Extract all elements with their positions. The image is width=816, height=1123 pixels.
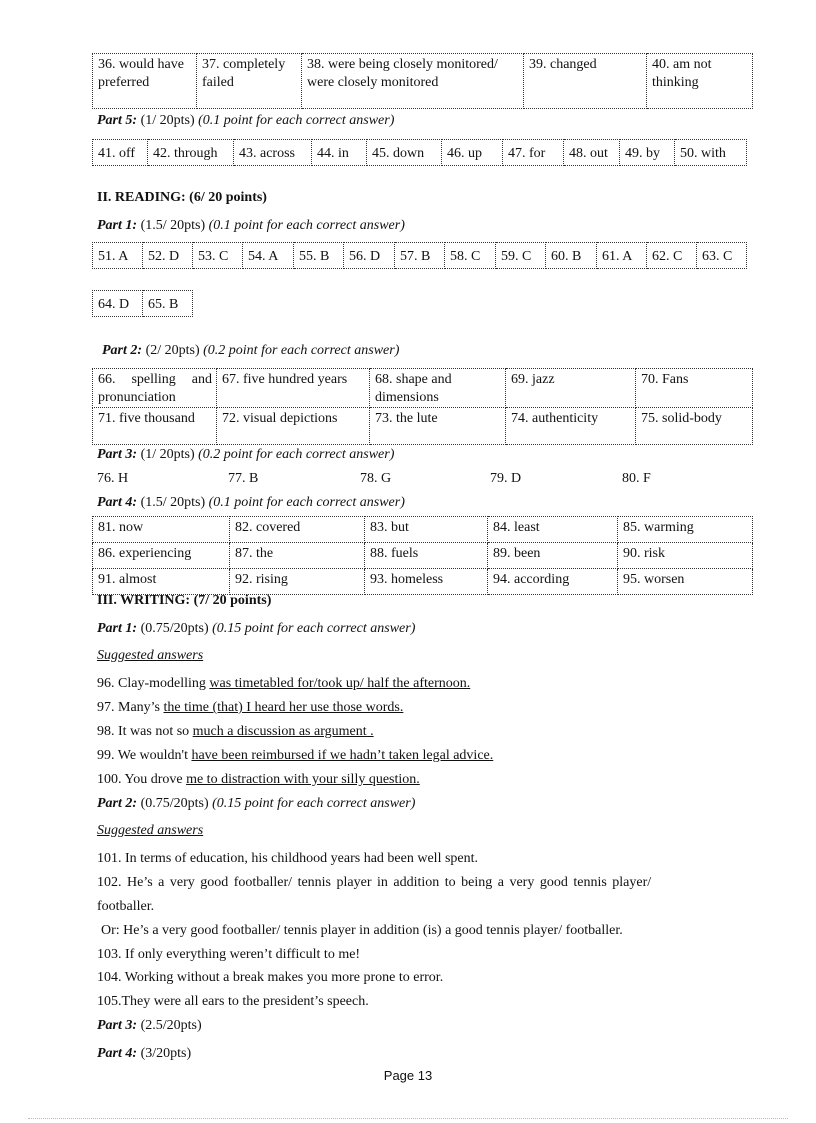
sentence-answer: the time (that) I heard her use those words.	[163, 700, 404, 715]
table-row	[93, 408, 753, 445]
writing-answer-98: 98. It was not so much a discussion as argument .	[97, 724, 374, 739]
answer-cell: 42. through	[148, 140, 234, 166]
answer-cell: 46. up	[442, 140, 503, 166]
answer-cell: 87. the	[230, 543, 365, 569]
answer-cell: 92. rising	[230, 569, 365, 595]
phrasal-verb-answers-41-50	[92, 139, 747, 166]
answer-cell: 60. B	[546, 243, 597, 269]
answer-cell: 73. the lute	[370, 408, 506, 445]
answer-cell: 66. spelling and pronunciation	[93, 369, 217, 408]
answer-cell: 44. in	[312, 140, 367, 166]
answer-cell: 61. A	[597, 243, 647, 269]
answer-cell: 37. completely failed	[197, 54, 302, 109]
part-title: Part 3:	[97, 447, 138, 462]
answer-cell: 51. A	[93, 243, 143, 269]
part-note: (0.15 point for each correct answer)	[212, 796, 416, 811]
answer-cell: 81. now	[93, 517, 230, 543]
answer-cell: 54. A	[243, 243, 294, 269]
writing-answer-101: 101. In terms of education, his childhood years had been well spent.	[97, 851, 479, 866]
table-row	[93, 243, 747, 269]
writing-answer-96	[97, 675, 470, 693]
writing-answer-97	[97, 699, 403, 717]
reading-part2-heading	[102, 342, 399, 360]
part-score: (2/ 20pts)	[142, 343, 204, 358]
table-row	[93, 369, 753, 408]
writing-part2-heading	[97, 795, 415, 813]
answer-cell: 86. experiencing	[93, 543, 230, 569]
reading-part3-answer: 78. G	[360, 471, 392, 486]
writing-answer-102: 102. He’s a very good footballer/ tennis player in addition to being a very good tennis player/	[97, 875, 652, 890]
answer-cell: 55. B	[294, 243, 344, 269]
answer-cell: 90. risk	[618, 543, 753, 569]
sentence-answer: was timetabled for/took up/ half the afternoon.	[209, 676, 471, 691]
part-note: (0.1 point for each correct answer)	[198, 113, 395, 128]
part-note: (0.15 point for each correct answer)	[212, 621, 416, 636]
reading-part4-heading	[97, 494, 405, 512]
part-score: (0.75/20pts)	[137, 621, 213, 636]
answer-cell: 65. B	[143, 291, 193, 317]
answer-cell: 69. jazz	[506, 369, 636, 408]
table-row	[93, 54, 753, 109]
part-title: Part 4:	[97, 1046, 138, 1061]
answer-cell: 39. changed	[524, 54, 647, 109]
answer-cell: 68. shape and dimensions	[370, 369, 506, 408]
part-title: Part 2:	[102, 343, 143, 358]
reading-part3-answer: 76. H	[97, 471, 129, 486]
answer-cell: 38. were being closely monitored/ were closely monitored	[302, 54, 524, 109]
writing-answer-99	[97, 747, 493, 765]
sentence-lead: 100. You drove	[97, 772, 187, 787]
reading-part3-answer: 79. D	[490, 471, 522, 486]
answer-cell: 94. according	[488, 569, 618, 595]
sentence-lead: 96. Clay-modelling	[97, 676, 210, 691]
writing-answer-103: 103. If only everything weren’t difficult to me!	[97, 947, 361, 962]
reading-part3-heading	[97, 446, 394, 464]
part-title: Part 1:	[97, 621, 138, 636]
answer-cell: 64. D	[93, 291, 143, 317]
table-row	[93, 140, 747, 166]
answer-cell: 58. C	[445, 243, 496, 269]
reading-part4-table	[92, 516, 753, 595]
sentence-lead: 98. It was not so	[97, 724, 193, 739]
part-title: Part 1:	[97, 218, 138, 233]
answer-cell: 95. worsen	[618, 569, 753, 595]
part-note: (0.2 point for each correct answer)	[203, 343, 400, 358]
part-score: (2.5/20pts)	[137, 1018, 202, 1033]
suggested-answers-label: Suggested answers	[97, 648, 204, 663]
answer-cell: 57. B	[395, 243, 445, 269]
answer-cell: 89. been	[488, 543, 618, 569]
part-title: Part 4:	[97, 495, 138, 510]
reading-part1-row1	[92, 242, 747, 269]
table-row	[93, 543, 753, 569]
writing-answer-100	[97, 771, 420, 789]
sentence-lead: 97. Many’s	[97, 700, 164, 715]
answer-cell: 91. almost	[93, 569, 230, 595]
answer-cell: 48. out	[564, 140, 620, 166]
sentence-lead: 99. We wouldn't	[97, 748, 192, 763]
answer-cell: 45. down	[367, 140, 442, 166]
answer-cell: 85. warming	[618, 517, 753, 543]
answer-cell: 52. D	[143, 243, 193, 269]
answer-cell: 50. with	[675, 140, 747, 166]
page-number: Page 13	[383, 1068, 433, 1083]
answer-cell: 67. five hundred years	[217, 369, 370, 408]
part-score: (0.75/20pts)	[137, 796, 213, 811]
answer-cell: 62. C	[647, 243, 697, 269]
answer-cell: 71. five thousand	[93, 408, 217, 445]
answer-cell: 88. fuels	[365, 543, 488, 569]
answer-cell: 53. C	[193, 243, 243, 269]
sentence-answer: much a discussion as argument	[192, 724, 367, 739]
part-title: Part 5:	[97, 113, 138, 128]
part-title: Part 2:	[97, 796, 138, 811]
page-bottom-divider	[28, 1118, 788, 1119]
part-note: (0.1 point for each correct answer)	[208, 218, 405, 233]
answer-cell: 49. by	[620, 140, 675, 166]
answer-cell: 41. off	[93, 140, 148, 166]
reading-part2-table	[92, 368, 753, 445]
reading-heading: II. READING: (6/ 20 points)	[97, 190, 267, 205]
answer-cell: 40. am not thinking	[647, 54, 753, 109]
answer-cell: 84. least	[488, 517, 618, 543]
answer-cell: 47. for	[503, 140, 564, 166]
writing-part3-heading	[97, 1017, 202, 1035]
table-row	[93, 569, 753, 595]
answer-cell: 56. D	[344, 243, 395, 269]
writing-answer-102-cont: footballer.	[97, 899, 155, 914]
answer-cell: 59. C	[496, 243, 546, 269]
part-score: (1.5/ 20pts)	[137, 495, 209, 510]
reading-part1-heading	[97, 217, 405, 235]
part-note: (0.1 point for each correct answer)	[208, 495, 405, 510]
writing-answer-102-alt: Or: He’s a very good footballer/ tennis player in addition (is) a good tennis player/ footballer.	[101, 923, 623, 938]
writing-answer-104: 104. Working without a break makes you more prone to error.	[97, 970, 444, 985]
table-row	[93, 291, 193, 317]
reading-part1-row2	[92, 290, 193, 317]
answer-cell: 82. covered	[230, 517, 365, 543]
part-score: (1.5/ 20pts)	[137, 218, 209, 233]
suggested-answers-label: Suggested answers	[97, 823, 204, 838]
answer-cell: 74. authenticity	[506, 408, 636, 445]
answer-cell: 36. would have preferred	[93, 54, 197, 109]
reading-part3-answer: 80. F	[622, 471, 651, 486]
answer-cell: 63. C	[697, 243, 747, 269]
table-row	[93, 517, 753, 543]
answer-cell: 72. visual depictions	[217, 408, 370, 445]
writing-heading: III. WRITING: (7/ 20 points)	[97, 593, 272, 608]
part-score: (1/ 20pts)	[137, 447, 199, 462]
sentence-answer: have been reimbursed if we hadn’t taken legal advice.	[191, 748, 494, 763]
part-note: (0.2 point for each correct answer)	[198, 447, 395, 462]
part-score: (3/20pts)	[137, 1046, 192, 1061]
part-score: (1/ 20pts)	[137, 113, 199, 128]
answer-cell: 83. but	[365, 517, 488, 543]
answer-cell: 43. across	[234, 140, 312, 166]
reading-part3-answer: 77. B	[228, 471, 259, 486]
part-title: Part 3:	[97, 1018, 138, 1033]
part5-heading	[97, 112, 394, 130]
answer-cell: 70. Fans	[636, 369, 753, 408]
sentence-answer: me to distraction with your silly question.	[186, 772, 420, 787]
writing-part1-heading	[97, 620, 415, 638]
answer-cell: 93. homeless	[365, 569, 488, 595]
writing-part4-heading	[97, 1045, 191, 1063]
grammar-answers-36-40	[92, 53, 753, 109]
writing-answer-105: 105.They were all ears to the president’s speech.	[97, 994, 369, 1009]
answer-cell: 75. solid-body	[636, 408, 753, 445]
